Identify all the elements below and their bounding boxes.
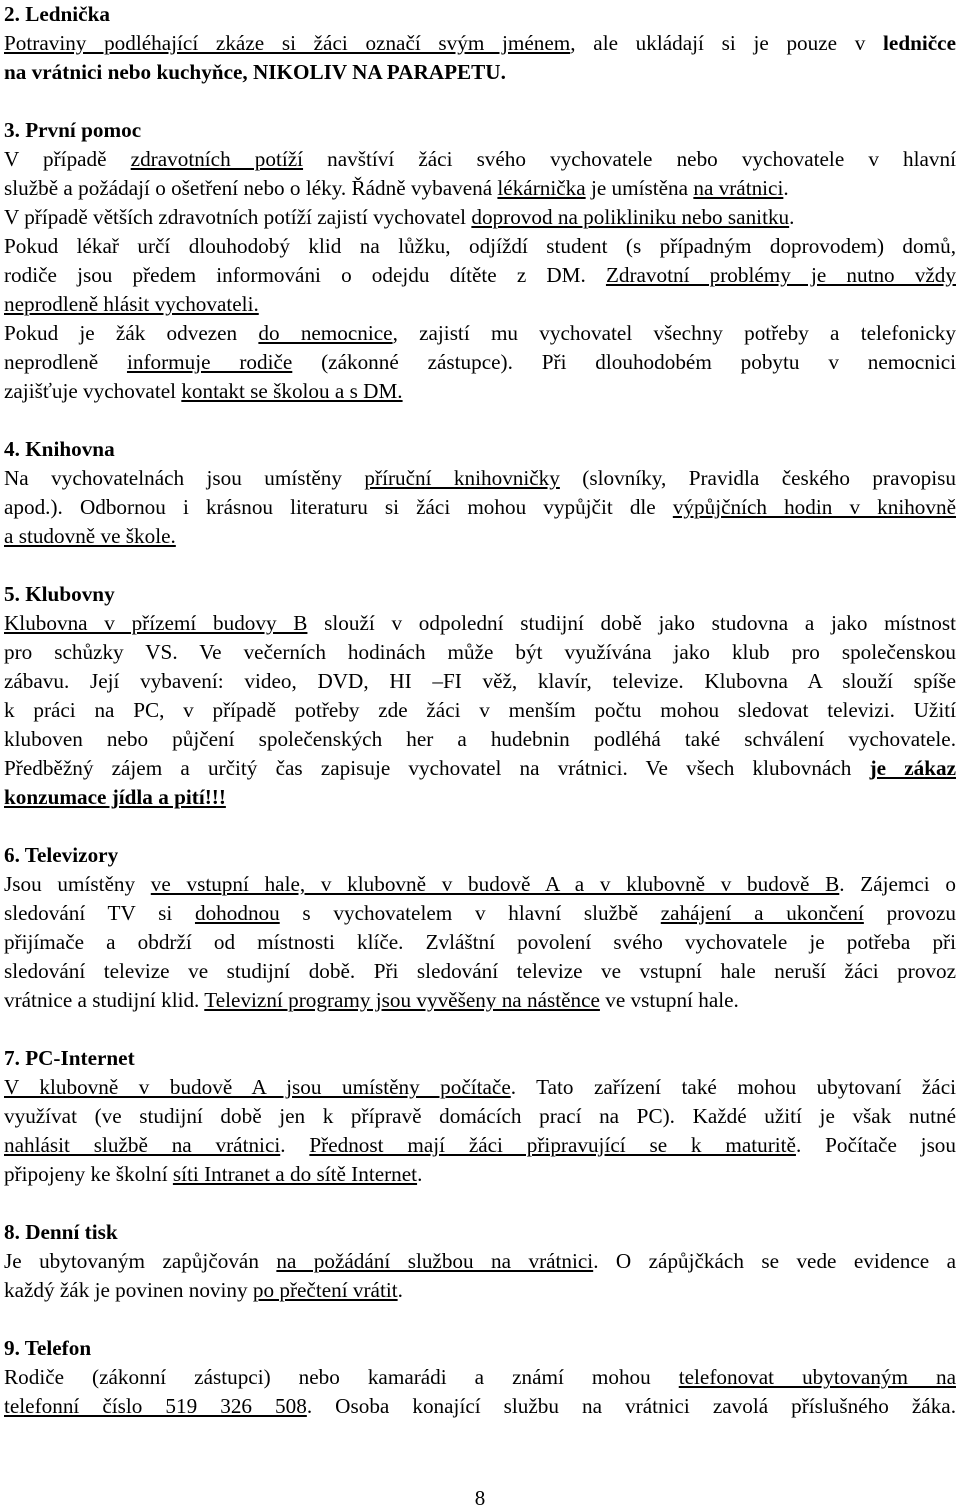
section-heading: 2. Lednička xyxy=(4,2,110,26)
underlined-text: Potraviny podléhající zkáze si žáci označí svým jménem xyxy=(4,31,571,55)
spacer xyxy=(4,1015,956,1044)
section-heading: 7. PC-Internet xyxy=(4,1046,135,1070)
underlined-text: lékárnička xyxy=(497,176,586,200)
paragraph-line: a studovně ve škole. xyxy=(4,524,176,548)
underlined-text: po přečtení vrátit xyxy=(252,1278,398,1302)
paragraph-line: sledování televize ve studijní době. Při sledování televize ve vstupní hale neruší žáci provoz xyxy=(4,959,956,983)
spacer xyxy=(4,1305,956,1334)
paragraph-line: pro schůzky VS. Ve večerních hodinách může být využívána jako klub pro společenskou xyxy=(4,640,956,664)
section-heading: 3. První pomoc xyxy=(4,118,142,142)
underlined-text: zahájení a ukončení xyxy=(660,901,864,925)
paragraph-line: přijímače a obdrží od místnosti klíče. Zvláštní povolení svého vychovatele je potřeba při xyxy=(4,930,956,954)
text: . xyxy=(789,205,795,229)
text: Na vychovatelnách jsou umístěny xyxy=(4,466,365,490)
text: . Počítače jsou xyxy=(795,1133,956,1157)
text: . O zápůjčkách se vede evidence a xyxy=(593,1249,956,1273)
paragraph-line xyxy=(4,1276,956,1305)
spacer xyxy=(4,551,956,580)
paragraph-line xyxy=(4,986,956,1015)
underlined-text: nahlásit službě na vrátnici xyxy=(4,1133,281,1157)
underlined-text: telefonovat ubytovaným na xyxy=(678,1365,956,1389)
underlined-text: do nemocnice xyxy=(258,321,393,345)
paragraph-line: k práci na PC, v případě potřeby zde žáci v menším počtu mohou sledovat televizi. Užití xyxy=(4,698,956,722)
text: vrátnice a studijní klid. xyxy=(4,988,205,1012)
text: . xyxy=(417,1162,423,1186)
spacer xyxy=(4,812,956,841)
text: V případě větších zdravotních potíží zajistí vychovatel xyxy=(4,205,472,229)
underlined-text: doprovod na polikliniku nebo sanitku xyxy=(471,205,790,229)
section-heading: 4. Knihovna xyxy=(4,437,115,461)
spacer xyxy=(4,1189,956,1218)
paragraph-line xyxy=(4,203,956,232)
paragraph-line xyxy=(4,319,956,348)
underlined-text: na požádání službou na vrátnici xyxy=(276,1249,594,1273)
paragraph-line xyxy=(4,1363,956,1392)
paragraph-line xyxy=(4,1160,956,1189)
section-denni-tisk xyxy=(4,1218,956,1305)
text: . Tato zařízení také mohou ubytovaní žáci xyxy=(510,1075,957,1099)
underlined-text: Přednost mají žáci připravující se k maturitě xyxy=(309,1133,796,1157)
underlined-text: zdravotních potíží xyxy=(130,147,304,171)
paragraph-line xyxy=(4,1131,956,1160)
text: službě a požádají o ošetření nebo o léky. xyxy=(4,176,352,200)
text: je umístěna xyxy=(585,176,694,200)
paragraph-line xyxy=(4,1073,956,1102)
spacer xyxy=(4,87,956,116)
text: každý žák je povinen noviny xyxy=(4,1278,253,1302)
underlined-text: síti Intranet a do sítě Internet xyxy=(172,1162,418,1186)
text: apod.). Odbornou i krásnou literaturu si žáci mohou vypůjčit dle xyxy=(4,495,673,519)
section-heading: 5. Klubovny xyxy=(4,582,115,606)
underlined-text: výpůjčních hodin v knihovně xyxy=(672,495,956,519)
text: neprodleně xyxy=(4,350,127,374)
section-heading: 6. Televizory xyxy=(4,843,119,867)
paragraph-line xyxy=(4,1392,956,1421)
paragraph-line: kluboven nebo půjčení společenských her a hudebnin podléhá také schválení vychovatele. xyxy=(4,727,956,751)
paragraph-line: neprodleně hlásit vychovateli. xyxy=(4,292,259,316)
section-prvni-pomoc xyxy=(4,116,956,406)
underlined-text: informuje rodiče xyxy=(126,350,293,374)
paragraph-line xyxy=(4,870,956,899)
paragraph-line xyxy=(4,1247,956,1276)
paragraph-line xyxy=(4,899,956,928)
text: slouží v odpolední studijní době jako studovna a jako místnost xyxy=(307,611,956,635)
text: . Osoba konající službu na vrátnici zavolá příslušného žáka. xyxy=(306,1394,956,1418)
text: ve vstupní hale. xyxy=(599,988,739,1012)
underlined-text: ve vstupní hale, v klubovně v budově A a v klubovně v budově B xyxy=(150,872,840,896)
section-heading: 8. Denní tisk xyxy=(4,1220,118,1244)
section-lednicka xyxy=(4,0,956,87)
underlined-text: Televizní programy jsou vyvěšeny na nástěnce xyxy=(204,988,600,1012)
text: . xyxy=(280,1133,310,1157)
underlined-text: kontakt se školou a s DM. xyxy=(181,379,403,403)
underlined-text: telefonní číslo 519 326 508 xyxy=(4,1394,307,1418)
text: sledování TV si xyxy=(4,901,195,925)
underlined-text: dohodnou xyxy=(194,901,280,925)
text: navštíví žáci svého vychovatele nebo vychovatele v hlavní xyxy=(303,147,956,171)
section-heading: 9. Telefon xyxy=(4,1336,92,1360)
paragraph-line xyxy=(4,145,956,174)
text: . xyxy=(783,176,789,200)
paragraph-line xyxy=(4,29,956,58)
text: Předběžný zájem a určitý čas zapisuje vychovatel na vrátnici. Ve všech klubovnách xyxy=(4,756,870,780)
paragraph-line xyxy=(4,464,956,493)
bold-text: ledničce xyxy=(883,31,956,55)
text: s vychovatelem v hlavní službě xyxy=(279,901,661,925)
text: zajišťuje vychovatel xyxy=(4,379,182,403)
section-knihovna xyxy=(4,435,956,551)
paragraph-line xyxy=(4,377,956,406)
spacer xyxy=(4,406,956,435)
underlined-text: Zdravotní problémy je nutno vždy xyxy=(605,263,956,287)
paragraph-line: Pokud lékař určí dlouhodobý klid na lůžku, odjíždí student (s případným doprovodem) domů, xyxy=(4,234,956,258)
document-page xyxy=(4,0,956,1421)
text: . Zájemci o xyxy=(839,872,956,896)
paragraph-line xyxy=(4,261,956,290)
underlined-text: Klubovna v přízemí budovy B xyxy=(4,611,308,635)
text: Jsou umístěny xyxy=(4,872,151,896)
paragraph-line xyxy=(4,754,956,783)
text: Pokud je žák odvezen xyxy=(4,321,259,345)
underlined-text: příruční knihovničky xyxy=(364,466,560,490)
paragraph-line: konzumace jídla a pití!!! xyxy=(4,785,226,809)
text: Řádně vybavená xyxy=(351,176,498,200)
text: , zajistí mu vychovatel všechny potřeby a telefonicky xyxy=(392,321,956,345)
paragraph-line xyxy=(4,174,956,203)
paragraph-line: zábavu. Její vybavení: video, DVD, HI –FI věž, klavír, televize. Klubovna A slouží spíše xyxy=(4,669,956,693)
text: V případě xyxy=(4,147,131,171)
underlined-text: na vrátnici xyxy=(693,176,784,200)
text: Je ubytovaným zapůjčován xyxy=(4,1249,277,1273)
text: rodiče jsou předem informováni o odejdu dítěte z DM. xyxy=(4,263,606,287)
text: . xyxy=(397,1278,403,1302)
bold-underlined-text: je zákaz xyxy=(869,756,956,780)
section-klubovny xyxy=(4,580,956,812)
underlined-text: V klubovně v budově A jsou umístěny počítače xyxy=(4,1075,511,1099)
paragraph-line xyxy=(4,493,956,522)
text: provozu xyxy=(863,901,957,925)
paragraph-line: využívat (ve studijní době jen k přípravě domácích prací na PC). Každé užití je však nutné xyxy=(4,1104,956,1128)
paragraph-line: na vrátnici nebo kuchyňce, NIKOLIV NA PARAPETU. xyxy=(4,60,506,84)
text: (slovníky, Pravidla českého pravopisu xyxy=(559,466,956,490)
text: Rodiče (zákonní zástupci) nebo kamarádi a známí mohou xyxy=(4,1365,679,1389)
section-telefon xyxy=(4,1334,956,1421)
section-televizory xyxy=(4,841,956,1015)
text: připojeny ke školní xyxy=(4,1162,173,1186)
paragraph-line xyxy=(4,348,956,377)
page-number: 8 xyxy=(474,1486,486,1510)
text: , ale ukládají si je pouze v xyxy=(570,31,884,55)
section-pc-internet xyxy=(4,1044,956,1189)
paragraph-line xyxy=(4,609,956,638)
text: (zákonné zástupce). Při dlouhodobém pobytu v nemocnici xyxy=(292,350,957,374)
